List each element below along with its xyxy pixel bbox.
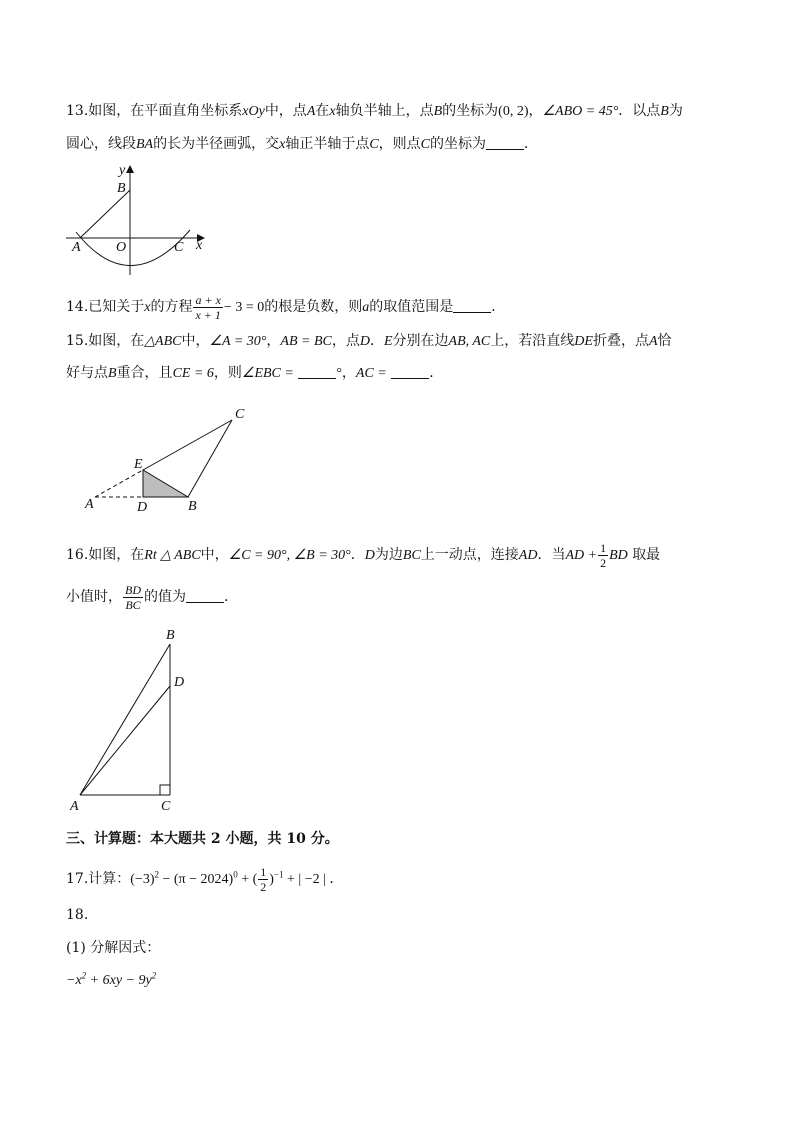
q14-frac-num: a + x	[195, 292, 221, 307]
answer-blank[interactable]	[298, 364, 336, 379]
q13-text: ，	[528, 103, 543, 119]
q15-text: ，	[266, 333, 281, 349]
q13-text: 在	[315, 103, 330, 119]
q13-point-b: B	[660, 104, 669, 119]
q16-bc: BC	[402, 548, 421, 563]
q15-text: 中，	[181, 333, 210, 349]
q13-text: 为	[668, 103, 683, 119]
q17-half	[258, 865, 268, 894]
right-angle-mark	[160, 785, 170, 795]
q13-point-c: C	[420, 137, 431, 152]
q17-term: )	[269, 872, 274, 887]
q16-text: 16.如图，在	[66, 547, 145, 563]
label-d: D	[137, 500, 148, 515]
q15-text: 重合，且	[116, 365, 173, 381]
q15-text: ，	[341, 365, 356, 381]
q15-d: D	[359, 334, 370, 349]
q17-term: + | −2 | ．	[283, 872, 344, 887]
q13-line1	[66, 101, 683, 122]
q14-eq: − 3 = 0	[223, 300, 265, 315]
q16-text: 为边	[374, 547, 403, 563]
q17-exp: 2	[154, 869, 159, 880]
label-b: B	[117, 181, 126, 196]
q15-angle: ∠A = 30°	[209, 334, 267, 349]
q15-de: DE	[574, 334, 593, 349]
q16-angles: ∠C = 90°, ∠B = 30°	[228, 548, 351, 563]
q13-text: ．	[524, 136, 539, 152]
q14-x: x	[144, 300, 151, 315]
label-c: C	[174, 240, 184, 255]
q18-term: −x	[66, 973, 82, 988]
q13-x: x	[279, 137, 286, 152]
q13-xoy: xOy	[242, 104, 265, 119]
label-e: E	[134, 457, 143, 472]
q13-text: 13.如图，在平面直角坐标系	[66, 103, 243, 119]
label-b: B	[188, 499, 197, 514]
segment-ab	[80, 190, 130, 238]
q16-ad: AD	[518, 548, 538, 563]
label-x: x	[196, 238, 203, 253]
label-a: A	[72, 240, 81, 255]
label-c: C	[161, 799, 171, 814]
q18-term: + 6xy − 9y	[86, 973, 152, 988]
q16-text: 取最	[632, 547, 661, 563]
q16-ratio-den: BC	[125, 597, 141, 612]
q15-text: 折叠，点	[592, 333, 649, 349]
q16-text: 中，	[200, 547, 229, 563]
label-o: O	[116, 240, 127, 255]
q14-text: 的根是负数，则	[264, 299, 363, 315]
shaded-triangle	[143, 470, 188, 497]
q16-half-num: 1	[600, 540, 607, 555]
q15-figure	[80, 400, 260, 520]
q14-text: 14.已知关于	[66, 299, 145, 315]
q17-half-num: 1	[260, 864, 267, 879]
segment-ad	[80, 686, 170, 795]
q13-coord: (0, 2)	[498, 104, 529, 119]
q16-line2	[66, 580, 238, 614]
q13-text: 轴负半轴上，点	[335, 103, 434, 119]
q16-text: 的值为	[144, 589, 186, 605]
q16-expr: AD +	[565, 548, 598, 563]
q13-seg-ba: BA	[136, 137, 154, 152]
q18-exp: 2	[151, 970, 157, 981]
q13-x: x	[329, 104, 336, 119]
q15-text: 分别在边	[392, 333, 449, 349]
q16-half-den: 2	[600, 555, 607, 570]
q14-text: 的方程	[150, 299, 193, 315]
q13-point-b: B	[433, 104, 443, 119]
q13-text: 的长为半径画弧，交	[153, 136, 280, 152]
q15-text: ，点	[331, 333, 360, 349]
q13-angle: ∠ABO = 45°	[542, 104, 619, 119]
segment-ab	[80, 644, 170, 795]
q16-half	[598, 541, 608, 570]
q17-line	[66, 862, 343, 897]
q15-deg: °	[336, 366, 342, 381]
q14-frac-den: x + 1	[195, 307, 221, 322]
q16-d: D	[364, 548, 375, 563]
label-b: B	[166, 628, 175, 643]
q15-a: A	[648, 334, 658, 349]
q18-exp: 2	[81, 970, 87, 981]
q18-part1: (1) 分解因式：	[66, 940, 161, 956]
q16-text: 上一动点，连接	[420, 547, 519, 563]
q13-text: 中，点	[264, 103, 307, 119]
q14-fraction	[193, 293, 222, 322]
q16-line1	[66, 538, 660, 573]
segment-ec	[143, 420, 232, 470]
q18-number: 18.	[66, 907, 89, 923]
q15-e: E	[383, 334, 393, 349]
q17-term: + (	[237, 872, 258, 887]
q15-ebc: ∠EBC =	[241, 366, 294, 381]
q15-text: ．	[429, 365, 444, 381]
q13-point-a: A	[306, 104, 316, 119]
q15-ac: AC =	[355, 366, 387, 381]
q17-exp: −1	[273, 869, 284, 880]
q16-ratio	[123, 583, 143, 612]
q13-text: 的坐标为	[430, 136, 487, 152]
q13-text: 圆心，线段	[66, 136, 136, 152]
q15-b: B	[108, 366, 117, 381]
q14-line	[66, 290, 505, 325]
q15-line1	[66, 331, 672, 352]
q16-figure	[66, 622, 206, 817]
label-d: D	[174, 675, 185, 690]
section-heading: 三、计算题：本大题共 2 小题，共 10 分。	[66, 831, 339, 847]
answer-blank[interactable]	[186, 588, 224, 603]
q15-text: 上，若沿直线	[490, 333, 575, 349]
q15-text: ．	[369, 333, 384, 349]
q13-text: 的坐标为	[442, 103, 499, 119]
q16-text: ．当	[537, 547, 566, 563]
answer-blank[interactable]	[486, 135, 524, 150]
q16-text: ．	[350, 547, 365, 563]
label-c: C	[235, 407, 245, 422]
q13-text: ．以点	[618, 103, 661, 119]
q15-text: 15.如图，在	[66, 333, 145, 349]
q13-point-c: C	[369, 137, 379, 152]
q14-text: 的取值范围是	[369, 299, 454, 315]
q15-eq: AB = BC	[280, 334, 332, 349]
q14-text: ．	[491, 299, 506, 315]
answer-blank[interactable]	[453, 298, 491, 313]
q15-text: 恰	[657, 333, 672, 349]
q16-text: ．	[224, 589, 238, 605]
q13-text: 轴正半轴于点	[285, 136, 370, 152]
q16-text: 小值时，	[66, 589, 122, 605]
q15-tri: △ABC	[144, 334, 182, 349]
q16-bd: BD	[609, 548, 628, 563]
segment-bc	[188, 420, 232, 497]
q15-sides: AB, AC	[448, 334, 491, 349]
q17-text: 17.计算：	[66, 871, 131, 887]
q17-term: − (π − 2024)	[159, 872, 234, 887]
arc	[76, 230, 190, 266]
q15-ce: CE = 6	[172, 366, 214, 381]
answer-blank[interactable]	[391, 364, 429, 379]
q13-text: ，则点	[378, 136, 421, 152]
label-a: A	[70, 799, 79, 814]
segment-ae	[95, 470, 143, 497]
q13-figure	[66, 160, 216, 280]
q15-line2	[66, 363, 443, 384]
q16-ratio-num: BD	[125, 582, 141, 597]
label-y: y	[119, 163, 126, 178]
label-a: A	[85, 497, 94, 512]
q16-rt: Rt △ ABC	[144, 548, 201, 563]
q15-text: ，则	[213, 365, 242, 381]
q14-a: a	[362, 300, 370, 315]
q13-line2	[66, 134, 538, 155]
q18-expression	[66, 971, 156, 991]
q17-term: (−3)	[130, 872, 155, 887]
q17-exp: 0	[233, 869, 238, 880]
q15-text: 好与点	[66, 365, 108, 381]
q17-half-den: 2	[260, 879, 267, 894]
